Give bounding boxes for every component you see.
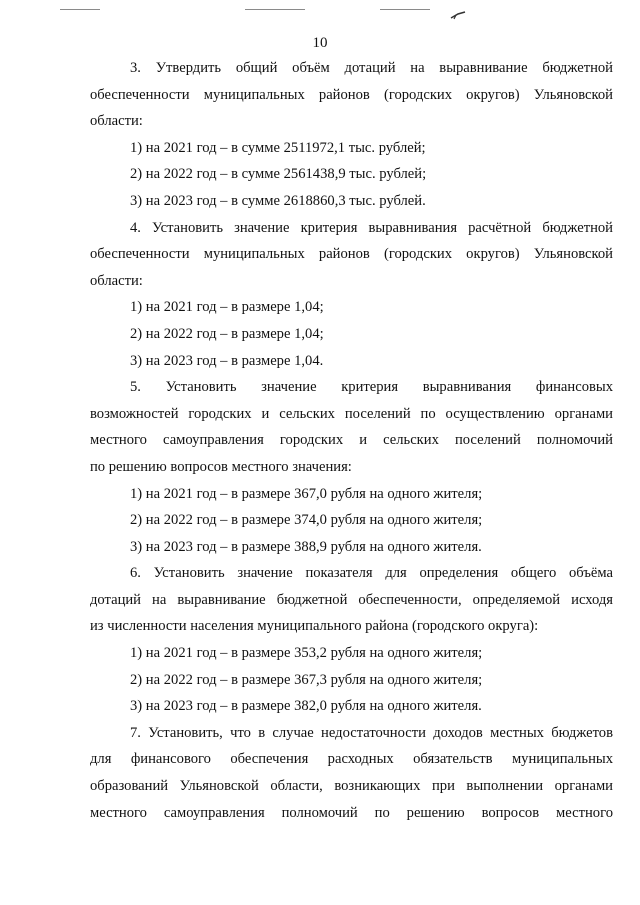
- text-line: 3) на 2023 год – в размере 388,9 рубля на одного жителя.: [130, 538, 482, 555]
- text-line: местного самоуправления городских и сельских поселений полномочий: [90, 432, 613, 449]
- text-line: 1) на 2021 год – в сумме 2511972,1 тыс. рублей;: [130, 139, 426, 156]
- text-line: 3) на 2023 год – в сумме 2618860,3 тыс. рублей.: [130, 192, 426, 209]
- scan-artifact: [380, 9, 430, 10]
- text-line: 2) на 2022 год – в размере 1,04;: [130, 325, 324, 342]
- text-line: 2) на 2022 год – в сумме 2561438,9 тыс. рублей;: [130, 166, 427, 183]
- scan-artifact: [245, 9, 305, 10]
- text-line: дотаций на выравнивание бюджетной обеспеченности, определяемой исходя: [90, 591, 613, 608]
- text-line: образований Ульяновской области, возникающих при выполнении органами: [90, 778, 613, 795]
- text-line: возможностей городских и сельских поселений по осуществлению органами: [90, 405, 613, 422]
- document-body: [90, 55, 613, 826]
- text-line: 7. Установить, что в случае недостаточности доходов местных бюджетов: [130, 724, 613, 741]
- page-number: 10: [312, 35, 328, 51]
- text-line: 3. Утвердить общий объём дотаций на выравнивание бюджетной: [130, 60, 613, 76]
- text-line: по решению вопросов местного значения:: [90, 458, 352, 475]
- text-line: 3) на 2023 год – в размере 1,04.: [130, 352, 324, 369]
- text-line: 6. Установить значение показателя для определения общего объёма: [130, 565, 613, 582]
- scan-mark-icon: [450, 10, 466, 20]
- text-line: обеспеченности муниципальных районов (городских округов) Ульяновской: [90, 86, 613, 103]
- text-line: из численности населения муниципального района (городского округа):: [90, 618, 539, 635]
- text-line: 1) на 2021 год – в размере 367,0 рубля на одного жителя;: [130, 485, 483, 502]
- text-line: 4. Установить значение критерия выравнивания расчётной бюджетной: [130, 219, 613, 236]
- text-line: 1) на 2021 год – в размере 1,04;: [130, 299, 324, 316]
- text-line: 5. Установить значение критерия выравнивания финансовых: [130, 379, 613, 396]
- text-line: области:: [90, 272, 143, 289]
- text-line: местного самоуправления полномочий по решению вопросов местного: [90, 804, 613, 821]
- text-line: для финансового обеспечения расходных обязательств муниципальных: [90, 751, 613, 768]
- text-line: 3) на 2023 год – в размере 382,0 рубля на одного жителя.: [130, 698, 482, 715]
- text-line: 1) на 2021 год – в размере 353,2 рубля на одного жителя;: [130, 645, 483, 662]
- text-line: области:: [90, 113, 143, 130]
- scan-artifact: [60, 9, 100, 10]
- text-line: 2) на 2022 год – в размере 374,0 рубля на одного жителя;: [130, 512, 483, 529]
- text-line: обеспеченности муниципальных районов (городских округов) Ульяновской: [90, 246, 613, 263]
- text-line: 2) на 2022 год – в размере 367,3 рубля на одного жителя;: [130, 671, 483, 688]
